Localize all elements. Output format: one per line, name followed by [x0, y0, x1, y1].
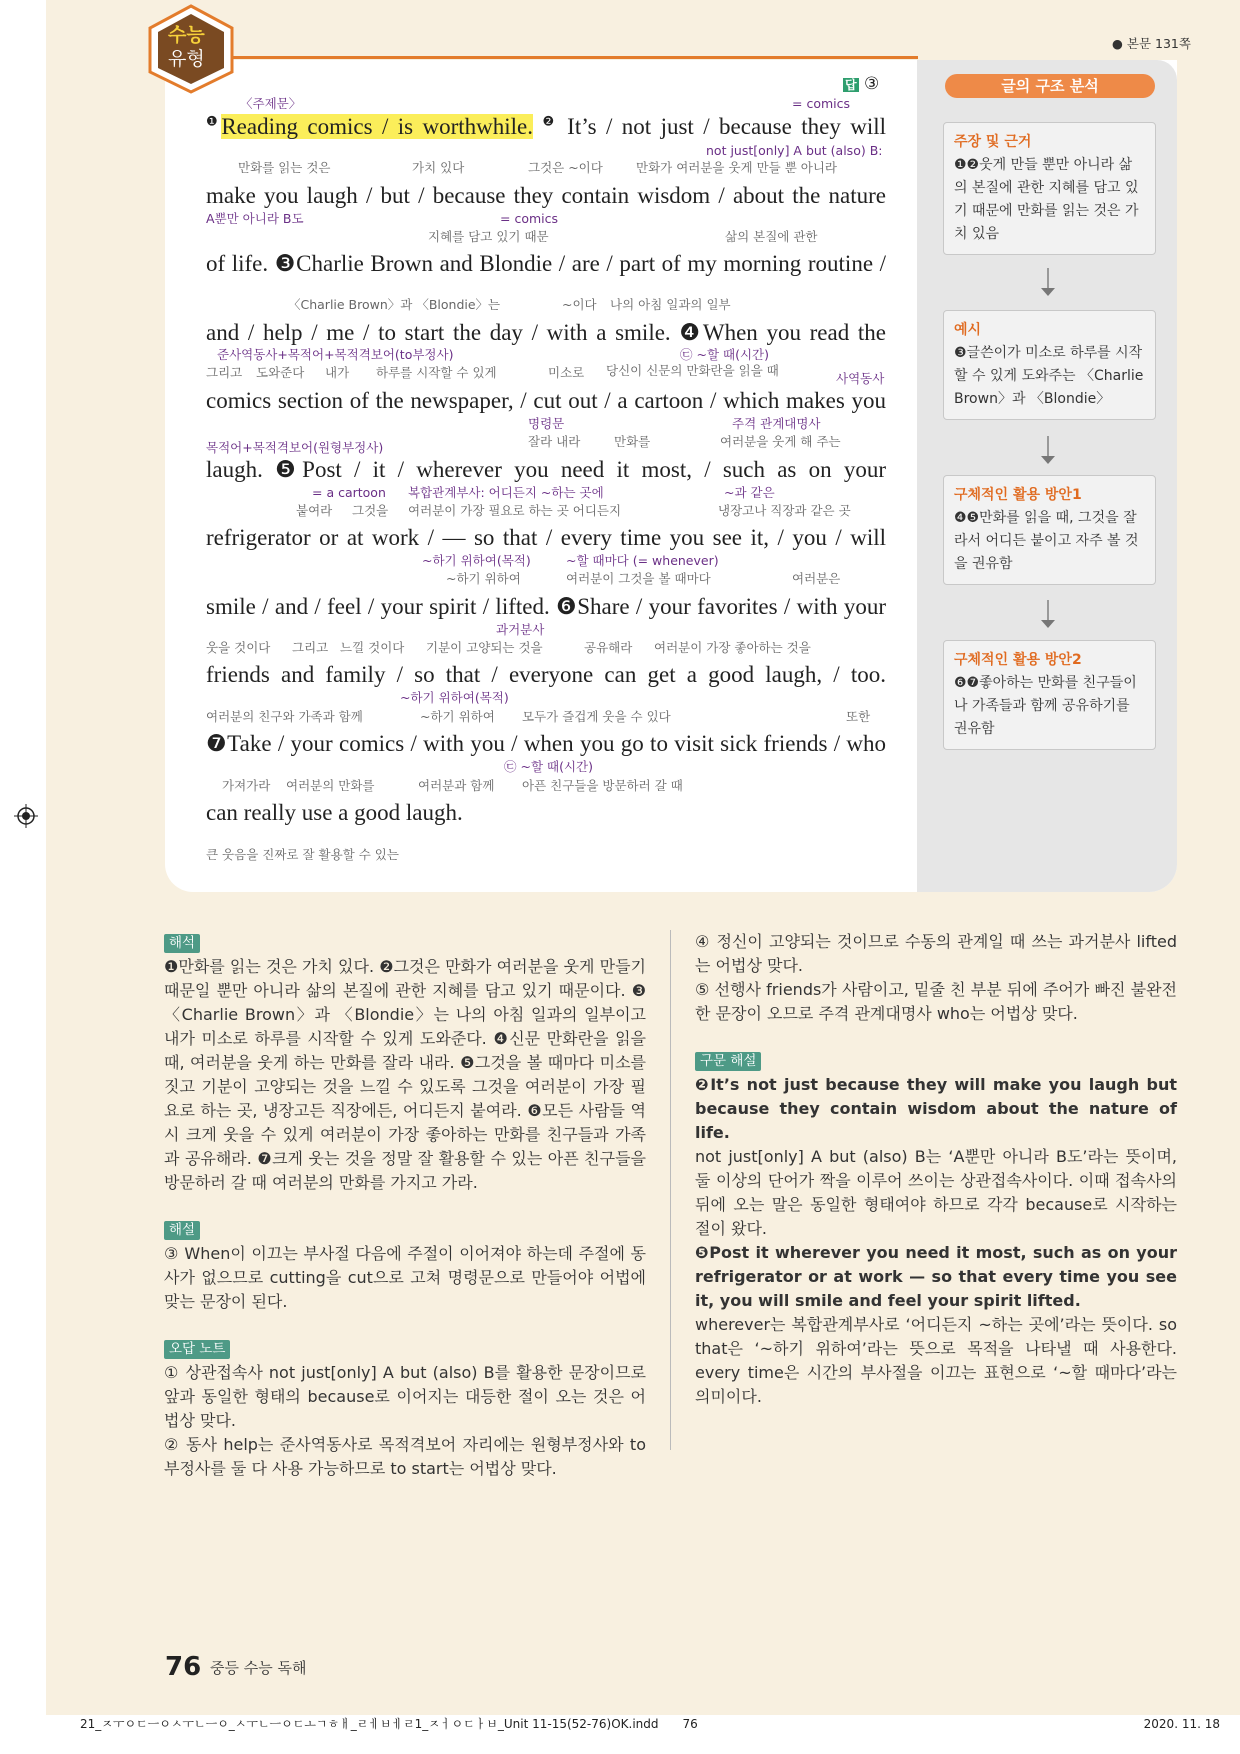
gloss: 여러분을 웃게 해 주는: [720, 434, 841, 449]
annotation: = a cartoon: [312, 485, 386, 500]
gloss: 여러분은: [792, 571, 841, 586]
gloss: 잘라 내라: [528, 434, 581, 449]
gloss: 기분이 고양되는 것을: [426, 640, 543, 655]
arrow-down-icon: [1047, 600, 1049, 622]
gloss: 공유해라: [584, 640, 633, 655]
gloss: ~이다: [562, 297, 597, 312]
gloss: 여러분의 만화를: [286, 778, 375, 793]
gloss: 느낄 것이다: [340, 640, 405, 655]
gloss: 모두가 즐겁게 웃을 수 있다: [522, 709, 671, 724]
passage-line-5: comics section of the newspaper, / cut out / a cartoon / which makes you: [206, 388, 886, 413]
translation-text: ❶만화를 읽는 것은 가치 있다. ❷그것은 만화가 여러분을 웃게 만들기 때문일 뿐만 아니라 삶의 본질에 관한 지혜를 담고 있기 때문이다. ❸〈Charlie Brown〉과 〈Blondie〉는 나의 아침 일과의 일부이고 내가 미소로 하루를 시작할 수 있게 도와준다. ❹신문 만화란을 읽을 때, 여러분을 웃게 하는 만화를 잘라 내라. ❺그것을 볼 때마다 미소를 짓고 기분이 고양되는 것을 느낄 수 있도록 그것을 여러분이 가장 필요로 하는 곳, 냉장고든 직장에든, 어디든지 붙여라. ❻모든 사람들 역시 크게 웃을 수 있게 여러분이 가장 좋아하는 만화를 친구들과 가족과 공유해라. ❼크게 웃는 것을 정말 잘 활용할 수 있는 아픈 친구들을 방문하러 갈 때 여러분의 만화를 가지고 가라.: [164, 957, 646, 1192]
gloss: 만화가 여러분을 웃게 만들 뿐 아니라: [636, 160, 837, 175]
gloss: 〈Charlie Brown〉과 〈Blondie〉는: [288, 297, 501, 312]
annotation: A뿐만 아니라 B도: [206, 211, 304, 226]
passage-line-2: make you laugh / but / because they contain wisdom / about the nature: [206, 183, 886, 208]
gloss: 여러분의 친구와 가족과 함께: [206, 709, 363, 724]
annotation: ~할 때마다 (= whenever): [566, 553, 719, 568]
gloss: 여러분이 가장 필요로 하는 곳 어디든지: [408, 503, 622, 518]
column-divider: [670, 930, 671, 1450]
syntax-note: not just[only] A but (also) B는 ‘A뿐만 아니라 B도’라는 뜻이며, 둘 이상의 단어가 짝을 이루어 쓰이는 상관접속사이다. 이때 접속사의 뒤에 오는 말은 동일한 형태여야 하므로 각각 because로 시작하는 절이 왔다.: [695, 1147, 1177, 1238]
arrow-down-icon: [1047, 268, 1049, 290]
passage-line-6: laugh. ❺Post / it / wherever you need it most, / such as on your: [206, 457, 886, 482]
left-column: [164, 930, 646, 1503]
annotation: = comics: [500, 211, 559, 226]
gloss: 만화를 읽는 것은: [238, 160, 331, 175]
gloss: ~하기 위하여: [420, 709, 495, 724]
annotation: 명령문: [528, 416, 565, 431]
annotation: ~과 같은: [724, 485, 775, 500]
gloss: 가져가라: [222, 778, 271, 793]
footer-filename: 21_ㅈㅜㅇㄷㅡㅇㅅㅜㄴㅡㅇ_ㅅㅜㄴㅡㅇㄷㅗㄱㅎㅐ_ㄹㅔㅂㅔㄹ1_ㅈㅓㅇㄷㅏㅂ_Unit 11-15(52-76)OK.indd: [80, 1717, 659, 1731]
passage-line-4: and / help / me / to start the day / with a smile. ❹When you read the: [206, 320, 886, 345]
registration-mark-icon: [14, 804, 38, 828]
passage-line-3: of life. ❸Charlie Brown and Blondie / are / part of my morning routine /: [206, 251, 886, 276]
annotation: ㉢ ~할 때(시간): [504, 759, 593, 774]
gloss: 가치 있다: [412, 160, 465, 175]
gloss: 그것을: [352, 503, 389, 518]
gloss: 또한: [846, 709, 871, 724]
gloss: 큰 웃음을 진짜로 잘 활용할 수 있는: [206, 847, 399, 862]
annotation: 목적어+목적격보어(원형부정사): [206, 440, 384, 455]
wrong-note-item: ④ 정신이 고양되는 것이므로 수동의 관계일 때 쓰는 과거분사 lifted는 어법상 맞다.: [695, 932, 1177, 975]
annotation: not just[only] A but (also) B:: [706, 143, 883, 158]
annotation-topic: 〈주제문〉: [240, 96, 302, 111]
gloss: ~하기 위하여: [446, 571, 521, 586]
book-title: 중등 수능 독해: [210, 1659, 307, 1677]
header-rule: [225, 56, 918, 59]
wrong-notes-section: [164, 1336, 646, 1481]
syntax-note: wherever는 복합관계부사로 ‘어디든지 ~하는 곳에’라는 뜻이다. so that은 ‘~하기 위하여’라는 뜻으로 목적을 나타낼 때 사용한다. every time은 시간의 부사절을 이끄는 표현으로 ‘~할 때마다’라는 의미이다.: [695, 1315, 1177, 1406]
wrong-notes-continued: [695, 930, 1177, 1026]
structure-box-plan1: 구체적인 활용 방안1 ❹❺만화를 읽을 때, 그것을 잘라서 어디든 붙이고 자주 볼 것을 권유함: [943, 475, 1156, 585]
gloss: 미소로: [548, 365, 585, 380]
arrow-down-icon: [1047, 436, 1049, 458]
syntax-sentence: ❷It’s not just because they will make you laugh but because they contain wisdom about the nature of life.: [695, 1075, 1177, 1142]
badge-line1: 수능: [168, 24, 205, 46]
explanation-tag: 해설: [164, 1221, 200, 1240]
gloss: 하루를 시작할 수 있게: [376, 365, 497, 380]
structure-box-plan2: 구체적인 활용 방안2 ❻❼좋아하는 만화를 친구들이나 가족들과 함께 공유하기를 권유함: [943, 640, 1156, 750]
annotation: 준사역동사+목적어+목적격보어(to부정사): [217, 347, 454, 362]
gloss: 당신이 신문의 만화란을 읽을 때: [606, 363, 779, 378]
gloss: 여러분과 함께: [418, 778, 495, 793]
gloss: 나의 아침 일과의 일부: [610, 297, 731, 312]
footer-page: 76: [682, 1717, 698, 1731]
annotation: 과거분사: [496, 622, 545, 637]
wrong-notes-tag: 오답 노트: [164, 1340, 230, 1359]
page-reference: ● 본문 131쪽: [1112, 36, 1191, 51]
answer: [843, 74, 879, 95]
structure-title: 글의 구조 분석: [945, 74, 1155, 98]
annotation: 복합관계부사: 어디든지 ~하는 곳에: [408, 485, 604, 500]
page-number: 76: [165, 1652, 202, 1682]
annotation: ~하기 위하여(목적): [422, 553, 531, 568]
syntax-tag: 구문 해설: [695, 1052, 761, 1071]
annotation: = comics: [792, 96, 851, 111]
answer-value: ③: [864, 74, 880, 94]
right-column: [695, 930, 1177, 1431]
gloss: 만화를: [614, 434, 651, 449]
syntax-sentence: ❺Post it wherever you need it most, such as on your refrigerator or at work — so that every time you see it, you will smile and feel your spirit lifted.: [695, 1243, 1177, 1310]
translation-tag: 해석: [164, 934, 200, 953]
topic-sentence: Reading comics / is worthwhile.: [221, 114, 534, 139]
structure-box-example: 예시 ❸글쓴이가 미소로 하루를 시작할 수 있게 도와주는 〈Charlie Brown〉과 〈Blondie〉: [943, 310, 1156, 420]
annotation: 사역동사: [836, 371, 885, 386]
footer-date: 2020. 11. 18: [1143, 1717, 1220, 1731]
gloss: 그리고: [206, 365, 243, 380]
print-footer: [80, 1716, 1220, 1732]
annotation: ~하기 위하여(목적): [400, 690, 509, 705]
wrong-note-item: ① 상관접속사 not just[only] A but (also) B를 활용한 문장이므로 앞과 동일한 형태의 because로 이어지는 대등한 절이 오는 것은 어법상 맞다.: [164, 1363, 646, 1430]
passage-line-7: refrigerator or at work / — so that / every time you see it, / you / will: [206, 525, 886, 550]
gloss: 여러분이 가장 좋아하는 것을: [654, 640, 811, 655]
answer-label: 답: [845, 78, 857, 92]
gloss: 아픈 친구들을 방문하러 갈 때: [522, 778, 683, 793]
wrong-note-item: ② 동사 help는 준사역동사로 목적격보어 자리에는 원형부정사와 to부정사를 둘 다 사용 가능하므로 to start는 어법상 맞다.: [164, 1435, 646, 1478]
badge-line2: 유형: [168, 48, 205, 70]
explanation-section: [164, 1217, 646, 1314]
annotation: ㉢ ~할 때(시간): [680, 347, 769, 362]
gloss: 그것은 ~이다: [528, 160, 603, 175]
passage-line-1: $^❶$Reading comics / is worthwhile. $^❷$ It’s / not just / because they will: [206, 113, 887, 139]
annotation: 주격 관계대명사: [732, 416, 821, 431]
gloss: 지혜를 담고 있기 때문: [428, 229, 549, 244]
gloss: 붙여라: [296, 503, 333, 518]
wrong-note-item: ⑤ 선행사 friends가 사람이고, 밑줄 친 부분 뒤에 주어가 빠진 불완전한 문장이 오므로 주격 관계대명사 who는 어법상 맞다.: [695, 980, 1177, 1023]
gloss: 삶의 본질에 관한: [725, 229, 818, 244]
gloss: 내가: [325, 365, 350, 380]
gloss: 도와준다: [256, 365, 305, 380]
gloss: 웃을 것이다: [206, 640, 271, 655]
gloss: 냉장고나 직장과 같은 곳: [718, 503, 851, 518]
gloss: 여러분이 그것을 볼 때마다: [566, 571, 711, 586]
passage-line-9: friends and family / so that / everyone can get a good laugh, / too.: [206, 662, 886, 687]
structure-box-claim: 주장 및 근거 ❶❷웃게 만들 뿐만 아니라 삶의 본질에 관한 지혜를 담고 있기 때문에 만화를 읽는 것은 가치 있음: [943, 122, 1156, 255]
gloss: 그리고: [292, 640, 329, 655]
passage-line-11: can really use a good laugh.: [206, 800, 463, 825]
passage-line-10: ❼Take / your comics / with you / when you go to visit sick friends / who: [206, 731, 886, 756]
syntax-section: [695, 1048, 1177, 1409]
passage-line-8: smile / and / feel / your spirit / lifted. ❻Share / your favorites / with your: [206, 594, 886, 619]
explanation-text: ③ When이 이끄는 부사절 다음에 주절이 이어져야 하는데 주절에 동사가 없으므로 cutting을 cut으로 고쳐 명령문으로 만들어야 어법에 맞는 문장이 된다.: [164, 1244, 646, 1311]
translation-section: [164, 930, 646, 1195]
